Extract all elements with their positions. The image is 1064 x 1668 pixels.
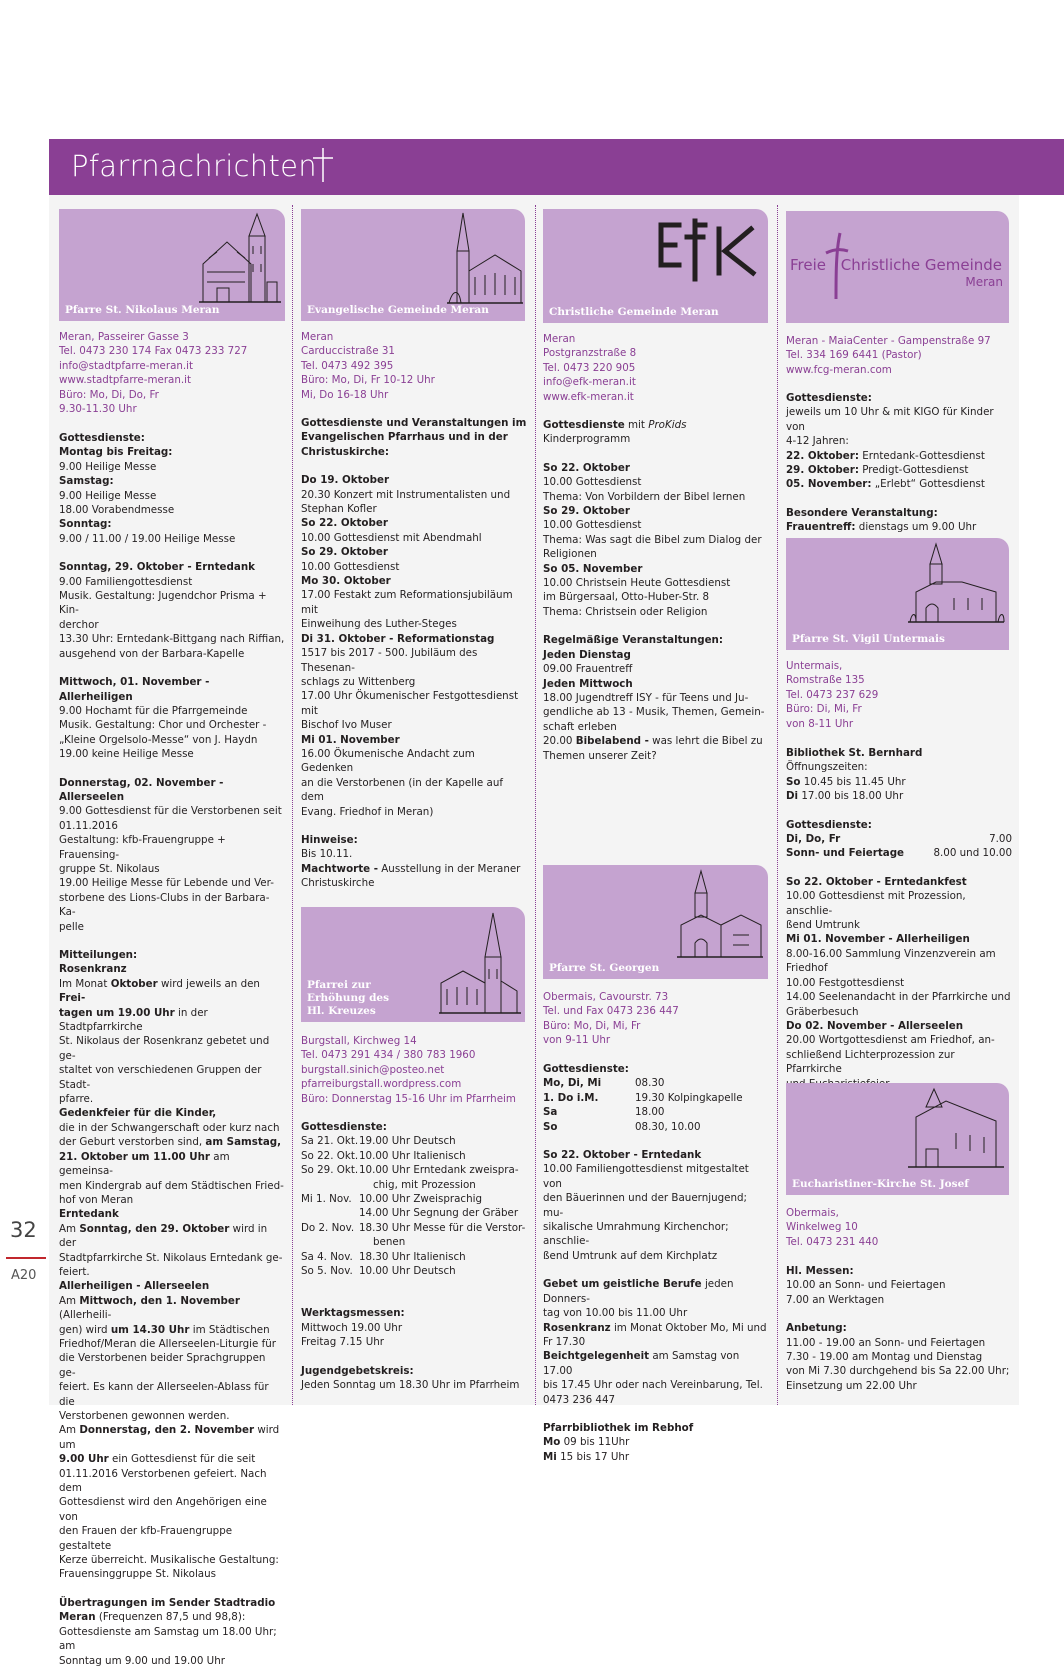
page-number-rule — [6, 1257, 46, 1259]
youth-heading: Jugendgebetskreis: — [301, 1364, 414, 1377]
event-heading: Sonntag, 29. Oktober - Erntedank — [59, 561, 256, 574]
event-heading: So 22. Oktober — [543, 461, 630, 474]
events-block: Gottesdienste und Veranstaltungen im Evangelischen Pfarrhaus und in der Christuskirche: Do 19. Oktober 20.30 Konzert mit Instrumentalisten und Stephan Kofler So 22. Oktober 10.00 Gottesdienst mit Abendmahl So 29. Oktober 10.00 Gottesdienst Mo 30. Oktober 17.00 Festakt zum Reformationsjubiläum mit Einweihung des Luther-Steges Di 31. Oktober - Reformationstag 1517 bis 2017 - 500. Jubiläum des Thesenan- schlags zu Wittenberg 17.00 Uhr Ökumenischer Festgottesdienst mit Bischof Ivo Muser Mi 01. November 16.00 Ökumenische Andacht zum Gedenken an die Verstorbenen (in der Kapelle auf dem Evang. Friedhof in Meran) Hinweise: Bis 10.11. Machtworte - Ausstellung in der Meraner Christuskirche — [301, 416, 527, 962]
adoration-heading: Anbetung: — [786, 1322, 847, 1335]
event-line: schlags zu Wittenberg — [301, 675, 416, 688]
regular-line: 18.00 Jugendtreff ISY - für Teens und Ju- — [543, 691, 749, 704]
address: Burgstall, Kirchweg 14 — [301, 1035, 417, 1047]
phone: Tel. 334 169 6441 (Pastor) — [786, 349, 922, 362]
church-illustration-icon — [675, 869, 765, 961]
services-block: Gottesdienste: jeweils um 10 Uhr & mit KIGO für Kinder von 4-12 Jahren: 22. Oktober: Erntedank-Gottesdienst 29. Oktober: Predigt-Gottesdienst 05. November: „Erlebt“ Gottesdienst Besondere Veranstaltung: Frauentreff: dienstags um 9.00 Uhr — [786, 391, 1012, 535]
address: Romstraße 135 — [786, 674, 865, 687]
column-divider — [777, 205, 778, 1405]
office-hours: Büro: Donnerstag 15-16 Uhr im Pfarrheim — [301, 1092, 516, 1105]
office-hours: 9.30-11.30 Uhr — [59, 403, 137, 416]
address: Meran — [543, 333, 576, 345]
address: Meran, Passeirer Gasse 3 — [59, 331, 189, 343]
event-heading: Di 31. Oktober - Reformationstag — [301, 632, 495, 645]
event-line: 17.00 Uhr Ökumenischer Festgottesdienst mit — [301, 690, 519, 717]
parish-box-title: Pfarre St. Vigil Untermais — [792, 633, 945, 645]
office-hours: von 8-11 Uhr — [786, 717, 854, 730]
announcement-title: Erntedank — [59, 1208, 119, 1221]
event-line: 20.00 Wortgottesdienst am Friedhof, an- — [786, 1034, 995, 1047]
event-line: 10.00 Familiengottesdienst mitgestaltet von — [543, 1163, 749, 1190]
regular-line: Themen unserer Zeit? — [543, 749, 657, 762]
section-heading: Evangelischen Pfarrhaus und in der — [301, 431, 508, 444]
announcement-line: Kerze überreicht. Musikalische Gestaltung: — [59, 1554, 279, 1567]
event-line: tag von 10.00 bis 11.00 Uhr — [543, 1307, 688, 1320]
event-line: 9.00 Hochamt für die Pfarrgemeinde — [59, 704, 248, 717]
services-heading: Gottesdienste: — [59, 432, 145, 444]
regular-line: gendliche ab 13 - Musik, Themen, Gemein- — [543, 706, 765, 719]
service-time: 18.00 Vorabendmesse — [59, 504, 175, 517]
event-line: derchor — [59, 618, 99, 631]
announcement-line: 01.11.2016 Verstorbenen gefeiert. Nach dem — [59, 1467, 267, 1495]
contact-block — [301, 1034, 527, 1106]
library-line: Öffnungszeiten: — [786, 761, 868, 774]
announcement-line: feiert. Es kann der Allerseelen-Ablass für die — [59, 1381, 269, 1408]
services-block — [786, 1264, 1012, 1393]
services-block: Gottesdienste: Mo, Di, Mi 08.30 1. Do i.M. 19.30 Kolpingkapelle Sa 18.00 So 08.30, 10.00 So 22. Oktober - Erntedank 10.00 Familiengottesdienst mitgestaltet von den Bäuerinnen und der Bauernjugend; mu- sikalische Umrahmung Kirchenchor; anschlie- ßend Umtrunk auf dem Kirchplatz Gebet um geistliche Berufe jeden Donners- tag von 10.00 bis 11.00 Uhr Rosenkranz im Monat Oktober Mo, Mi und Fr 17.30 Beichtgelegenheit am Samstag von 17.00 bis 17.45 Uhr oder nach Vereinbarung, Tel. 0473 236 447 Pfarrbibliothek im Rebhof Mo 09 bis 11Uhr Mi 15 bis 17 Uhr — [543, 1062, 769, 1464]
announcement-line: St. Nikolaus der Rosenkranz gebetet und ge- — [59, 1035, 270, 1062]
event-line: 16.00 Ökumenische Andacht zum Gedenken — [301, 747, 475, 775]
day-label: Montag bis Freitag: — [59, 446, 173, 459]
column-divider — [535, 205, 536, 1405]
contact-block — [786, 334, 1012, 377]
event-line: gruppe St. Nikolaus — [59, 862, 160, 875]
event-line: 0473 236 447 — [543, 1393, 616, 1406]
regular-day: Jeden Dienstag — [543, 648, 631, 661]
website-link[interactable]: www.efk-meran.it — [543, 390, 634, 403]
email-link[interactable]: info@stadtpfarre-meran.it — [59, 359, 194, 372]
church-illustration-icon — [197, 212, 283, 306]
event-line: pelle — [59, 920, 84, 933]
website-link[interactable]: pfarreiburgstall.wordpress.com — [301, 1078, 462, 1091]
broadcast-line: Gottesdienste am Samstag um 18.00 Uhr; am — [59, 1625, 277, 1653]
weekday-line: Mittwoch 19.00 Uhr — [301, 1321, 403, 1334]
office-hours: von 9-11 Uhr — [543, 1034, 611, 1047]
event-line: 10.00 Gottesdienst mit Prozession, anschlie- — [786, 890, 966, 917]
event-line: ausgehend von der Barbara-Kapelle — [59, 647, 245, 660]
efk-logo-icon — [653, 215, 765, 285]
regular-line: 09.00 Frauentreff — [543, 663, 633, 676]
services-heading: Gottesdienste: — [543, 1063, 629, 1075]
event-line: Friedhof — [786, 962, 828, 975]
event-line: 19.00 keine Heilige Messe — [59, 748, 194, 761]
adoration-line: Einsetzung um 22.00 Uhr — [786, 1379, 917, 1392]
contact-block — [59, 330, 285, 416]
event-heading: So 29. Oktober — [543, 505, 630, 518]
address: Postgranzstraße 8 — [543, 347, 637, 360]
address: Winkelweg 10 — [786, 1221, 858, 1234]
phone: Tel. 0473 230 174 Fax 0473 233 727 — [59, 345, 248, 358]
services-table: Mo, Di, Mi 08.30 1. Do i.M. 19.30 Kolpingkapelle Sa 18.00 So 08.30, 10.00 — [543, 1077, 743, 1133]
office-days: Büro: Mo, Di, Do, Fr — [59, 388, 159, 401]
masses-heading: Hl. Messen: — [786, 1265, 854, 1277]
email-link[interactable]: info@efk-meran.it — [543, 376, 636, 389]
event-heading: Do 02. November - Allerseelen — [786, 1019, 964, 1032]
service-time: 9.00 / 11.00 / 19.00 Heilige Messe — [59, 532, 236, 545]
announcement-title: Rosenkranz — [59, 963, 127, 976]
weekday-line: Freitag 7.15 Uhr — [301, 1336, 385, 1349]
masses-line: 10.00 an Sonn- und Feiertagen — [786, 1279, 946, 1292]
parish-box-title: Pfarre St. Georgen — [549, 962, 660, 974]
event-line: Musik. Gestaltung: Jugendchor Prisma + Kin- — [59, 590, 267, 617]
phone: Tel. 0473 231 440 — [786, 1235, 879, 1248]
notes-line: Bis 10.11. — [301, 848, 353, 861]
event-line: ßend Umtrunk — [786, 919, 861, 932]
library-heading: Pfarrbibliothek im Rebhof — [543, 1421, 694, 1434]
event-line: „Kleine Orgelsolo-Messe“ von J. Haydn — [59, 733, 258, 746]
youth-line: Jeden Sonntag um 18.30 Uhr im Pfarrheim — [301, 1379, 520, 1392]
announcement-title: Gedenkfeier für die Kinder, — [59, 1107, 217, 1120]
parish-box-fcg — [786, 211, 1009, 323]
event-line: Fr 17.30 — [543, 1335, 586, 1348]
contact-block — [786, 1206, 1012, 1249]
address: Untermais, — [786, 660, 843, 672]
church-illustration-icon — [445, 211, 523, 307]
event-line: 10.00 Christsein Heute Gottesdienst — [543, 577, 731, 590]
announcement-line: pfarre. — [59, 1093, 94, 1106]
adoration-line: 7.30 - 19.00 am Montag und Dienstag — [786, 1351, 983, 1364]
event-line: bis 17.45 Uhr oder nach Vereinbarung, Tel. — [543, 1379, 763, 1392]
library-heading: Bibliothek St. Bernhard — [786, 747, 923, 759]
phone: Tel. und Fax 0473 236 447 — [543, 1005, 679, 1018]
day-label: Sonntag: — [59, 518, 112, 531]
event-line: 10.00 Gottesdienst — [543, 476, 642, 489]
event-line: Bischof Ivo Muser — [301, 719, 392, 732]
event-line: 8.00-16.00 Sammlung Vinzenzverein am — [786, 947, 996, 960]
event-line: Thema: Christsein oder Religion — [543, 605, 708, 618]
church-illustration-icon — [906, 542, 1006, 626]
event-heading: Donnerstag, 02. November - Allerseelen — [59, 776, 224, 803]
section-heading: Gottesdienste und Veranstaltungen im — [301, 417, 527, 429]
event-heading: Mittwoch, 01. November - Allerheiligen — [59, 676, 210, 703]
parish-box-title: Pfarrei zur Erhöhung des Hl. Kreuzes — [307, 979, 390, 1017]
event-heading: So 22. Oktober - Erntedank — [543, 1149, 702, 1162]
day-label: Samstag: — [59, 475, 114, 488]
event-line: storbene des Lions-Clubs in der Barbara-Ka- — [59, 891, 270, 919]
announcement-line: den Frauen der kfb-Frauengruppe gestaltete — [59, 1525, 233, 1552]
phone: Tel. 0473 492 395 — [301, 359, 394, 372]
services-line: 4-12 Jahren: — [786, 435, 849, 448]
parish-box-title: Christliche Gemeinde Meran — [549, 306, 719, 318]
services-line: jeweils um 10 Uhr & mit KIGO für Kinder von — [786, 406, 994, 433]
page-code: A20 — [11, 1268, 37, 1283]
event-line: Thema: Von Vorbildern der Bibel lernen — [543, 490, 746, 503]
services-block: Gottesdienste: Montag bis Freitag: 9.00 Heilige Messe Samstag: 9.00 Heilige Messe 18.00 Vorabendmesse Sonntag: 9.00 / 11.00 / 19.00 Heilige Messe Sonntag, 29. Oktober - Erntedank 9.00 Familiengottesdienst Musik. Gestaltung: Jugendchor Prisma + Kin- derchor 13.30 Uhr: Erntedank-Bittgang nach Riffian, ausgehend von der Barbara-Kapelle Mittwoch, 01. November - Allerheiligen 9.00 Hochamt für die Pfarrgemeinde Musik. Gestaltung: Chor und Orchester - „Kleine Orgelsolo-Messe“ von J. Haydn 19.00 keine Heilige Messe Donnerstag, 02. November - Allerseelen 9.00 Gottesdienst für die Verstorbenen seit 01.11.2016 Gestaltung: kfb-Frauengruppe + Frauensing- gruppe St. Nikolaus 19.00 Heilige Messe für Lebende und Ver- storbene des Lions-Clubs in der Barbara-Ka- pelle Mitteilungen: Rosenkranz Im Monat Oktober wird jeweils an den Frei- tagen um 19.00 Uhr in der Stadtpfarrkirche St. Nikolaus der Rosenkranz gebetet und ge- staltet von verschiedenen Gruppen der Stadt- pfarre. Gedenkfeier für die Kinder, die in der Schwangerschaft oder kurz nach der Geburt verstorben sind, am Samstag, 21. Oktober um 11.00 Uhr am gemeinsa- men Kindergrab auf dem Städtischen Fried- hof von Meran Erntedank Am Sonntag, den 29. Oktober wird in der Stadtpfarrkirche St. Nikolaus Erntedank ge- feiert. Allerheiligen - Allerseelen Am Mittwoch, den 1. November (Allerheili- gen) wird um 14.30 Uhr im Städtischen Friedhof/Meran die Allerseelen-Liturgie für die Verstorbenen beider Sprachgruppen ge- feiert. Es kann der Allerseelen-Ablass für die Verstorbenen gewonnen werden. Am Donnerstag, den 2. November wird um 9.00 Uhr ein Gottesdienst für die seit 01.11.2016 Verstorbenen gefeiert. Nach dem Gottesdienst wird den Angehörigen eine von den Frauen der kfb-Frauengruppe gestaltete Kerze überreicht. Musikalische Gestaltung: Frauensinggruppe St. Nikolaus Übertragungen im Sender Stadtradio Meran (Frequenzen 87,5 und 98,8): Gottesdienste am Samstag um 18.00 Uhr; am Sonntag um 9.00 und 19.00 Uhr — [59, 432, 285, 1667]
column-divider — [292, 205, 293, 1405]
broadcast-line: Sonntag um 9.00 und 19.00 Uhr — [59, 1654, 225, 1667]
services-heading: Gottesdienste: — [786, 818, 872, 831]
contact-block — [301, 330, 527, 402]
event-line: im Bürgersaal, Otto-Huber-Str. 8 — [543, 591, 710, 604]
notes-heading: Hinweise: — [301, 833, 358, 846]
address: Meran — [301, 331, 334, 343]
service-time: 9.00 Heilige Messe — [59, 460, 157, 473]
office-hours: Mi, Do 16-18 Uhr — [301, 388, 389, 401]
parish-box-st-josef — [786, 1083, 1009, 1195]
address: Obermais, Cavourstr. 73 — [543, 991, 669, 1003]
event-line: Thema: Was sagt die Bibel zum Dialog der — [543, 533, 762, 546]
event-line: Religionen — [543, 548, 597, 561]
parish-box-burgstall — [301, 907, 525, 1022]
event-line: 10.00 Gottesdienst — [301, 560, 400, 573]
church-illustration-icon — [437, 911, 523, 1017]
header-band — [49, 139, 1064, 195]
event-line: 9.00 Familiengottesdienst — [59, 575, 193, 588]
services-table: Sa 21. Okt. 19.00 Uhr Deutsch So 22. Okt. 10.00 Uhr Italienisch So 29. Okt. 10.00 Uhr Erntedank zweispra- chig, mit Prozession Mi 1. Nov. 10.00 Uhr Zweisprachig 14.00 Uhr Segnung der Gräber Do 2. Nov. 18.30 Uhr Messe für die Verstor- benen Sa 4. Nov. 18.30 Uhr Italienisch So 5. Nov. 10.00 Uhr Deutsch — [301, 1135, 526, 1278]
fcg-logo-city: Meran — [965, 275, 1003, 289]
event-heading: So 22. Oktober — [301, 517, 388, 530]
adoration-line: von Mi 7.30 durchgehend bis Sa 22.00 Uhr; — [786, 1365, 1010, 1378]
event-line: 19.00 Heilige Messe für Lebende und Ver- — [59, 877, 274, 890]
parish-box-evangelische — [301, 209, 525, 321]
library-block: Bibliothek St. Bernhard Öffnungszeiten: So 10.45 bis 11.45 Uhr Di 17.00 bis 18.00 Uhr Gottesdienste: Di, Do, Fr 7.00 Sonn- und Feiertage 8.00 und 10.00 So 22. Oktober - Erntedankfest 10.00 Gottesdienst mit Prozession, anschlie- ßend Umtrunk Mi 01. November - Allerheiligen 8.00-16.00 Sammlung Vinzenzverein am Friedhof 10.00 Festgottesdienst 14.00 Seelenandacht in der Pfarrkirche und Gräberbesuch Do 02. November - Allerseelen 20.00 Wortgottesdienst am Friedhof, an- schließend Lichterprozession zur Pfarrkirche — [786, 746, 1012, 1091]
announcement-line: hof von Meran — [59, 1193, 134, 1206]
office-days: Büro: Di, Mi, Fr — [786, 703, 862, 716]
contact-block — [786, 659, 1012, 731]
regular-line: schaft erleben — [543, 720, 617, 733]
event-line: 14.00 Seelenandacht in der Pfarrkirche und — [786, 991, 1011, 1004]
church-illustration-icon — [906, 1087, 1006, 1173]
services-heading: Gottesdienste: — [786, 392, 872, 404]
announcement-line: Verstorbenen gewonnen werden. — [59, 1410, 230, 1422]
event-line: Gestaltung: kfb-Frauengruppe + Frauensing- — [59, 834, 226, 861]
website-link[interactable]: www.stadtpfarre-meran.it — [59, 374, 192, 387]
event-line: Evang. Friedhof in Meran) — [301, 805, 434, 818]
event-heading: So 29. Oktober — [301, 546, 388, 559]
event-line: schließend Lichterprozession zur Pfarrkirche — [786, 1048, 955, 1076]
event-line: ßend Umtrunk auf dem Kirchplatz — [543, 1249, 718, 1262]
broadcast-heading: Übertragungen im Sender Stadtradio — [59, 1596, 276, 1609]
event-line: 10.00 Gottesdienst mit Abendmahl — [301, 531, 482, 544]
office-hours: Büro: Mo, Di, Fr 10-12 Uhr — [301, 374, 435, 387]
event-line: 10.00 Gottesdienst — [543, 519, 642, 532]
event-heading: So 05. November — [543, 562, 643, 575]
announcement-line: die Verstorbenen beider Sprachgruppen ge- — [59, 1352, 266, 1379]
event-line: 13.30 Uhr: Erntedank-Bittgang nach Riffian, — [59, 633, 285, 646]
website-link[interactable]: www.fcg-meran.com — [786, 363, 892, 376]
phone: Tel. 0473 291 434 / 380 783 1960 — [301, 1049, 476, 1062]
event-line: Musik. Gestaltung: Chor und Orchester - — [59, 719, 267, 732]
event-heading: So 22. Oktober - Erntedankfest — [786, 875, 967, 888]
parish-box-st-vigil — [786, 538, 1009, 650]
email-link[interactable]: burgstall.sinich@posteo.net — [301, 1063, 445, 1076]
cross-icon — [311, 147, 335, 183]
event-line: Gräberbesuch — [786, 1005, 859, 1018]
event-heading: Do 19. Oktober — [301, 474, 390, 487]
event-line: Stephan Kofler — [301, 503, 377, 516]
announcement-line: die in der Schwangerschaft oder kurz nach — [59, 1121, 280, 1134]
page-title: Pfarrnachrichten — [71, 149, 317, 183]
address: Meran - MaiaCenter - Gampenstraße 97 — [786, 335, 991, 347]
address: Obermais, — [786, 1207, 839, 1219]
event-line: 9.00 Gottesdienst für die Verstorbenen seit — [59, 805, 282, 818]
event-line: sikalische Umrahmung Kirchenchor; anschlie- — [543, 1221, 729, 1248]
weekday-heading: Werktagsmessen: — [301, 1307, 405, 1320]
event-line: Einweihung des Luther-Steges — [301, 618, 457, 631]
event-heading: Mo 30. Oktober — [301, 575, 391, 588]
event-line: 01.11.2016 — [59, 819, 118, 832]
special-heading: Besondere Veranstaltung: — [786, 506, 938, 519]
announcement-line: men Kindergrab auf dem Städtischen Fried- — [59, 1179, 284, 1192]
office-days: Büro: Mo, Di, Mi, Fr — [543, 1019, 641, 1032]
event-line: 20.30 Konzert mit Instrumentalisten und — [301, 488, 511, 501]
parish-box-st-georgen — [543, 865, 768, 979]
address: Carduccistraße 31 — [301, 345, 395, 358]
announcement-title: Allerheiligen - Allerseelen — [59, 1280, 210, 1293]
services-heading: Gottesdienste: — [301, 1121, 387, 1133]
announcement-line: Friedhof/Meran die Allerseelen-Liturgie für — [59, 1337, 277, 1350]
parish-box-title: Pfarre St. Nikolaus Meran — [65, 304, 220, 316]
announcement-line: feiert. — [59, 1265, 90, 1278]
event-line: an die Verstorbenen (in der Kapelle auf dem — [301, 776, 503, 804]
event-line: 17.00 Festakt zum Reformationsjubiläum mit — [301, 589, 513, 616]
services-block — [301, 1120, 527, 1393]
contact-block — [543, 990, 769, 1048]
parish-box-st-nikolaus — [59, 209, 285, 321]
notes-line: Christuskirche — [301, 877, 375, 890]
announcement-line: staltet von verschiedenen Gruppen der Stadt- — [59, 1064, 262, 1091]
adoration-line: 11.00 - 19.00 an Sonn- und Feiertagen — [786, 1336, 986, 1349]
regular-day: Jeden Mittwoch — [543, 677, 633, 690]
announcement-line: Stadtpfarrkirche St. Nikolaus Erntedank ge- — [59, 1251, 283, 1264]
section-heading: Christuskirche: — [301, 445, 389, 458]
phone: Tel. 0473 237 629 — [786, 688, 879, 701]
masses-line: 7.00 an Werktagen — [786, 1293, 885, 1306]
event-heading: Mi 01. November - Allerheiligen — [786, 933, 970, 946]
parish-box-title: Evangelische Gemeinde Meran — [307, 304, 489, 316]
phone: Tel. 0473 220 905 — [543, 361, 636, 374]
event-line: den Bäuerinnen und der Bauernjugend; mu- — [543, 1192, 748, 1219]
parish-box-title: Eucharistiner-Kirche St. Josef — [792, 1178, 969, 1190]
page-number: 32 — [10, 1218, 37, 1242]
announcement-line: Frauensinggruppe St. Nikolaus — [59, 1568, 217, 1581]
contact-block — [543, 332, 769, 404]
fcg-logo: Freie Christliche Gemeinde — [790, 256, 1003, 274]
service-time: 9.00 Heilige Messe — [59, 489, 157, 502]
announcements-heading: Mitteilungen: — [59, 949, 138, 961]
event-line: 1517 bis 2017 - 500. Jubiläum des Thesenan- — [301, 647, 478, 674]
parish-box-efk — [543, 209, 768, 323]
event-line: 10.00 Festgottesdienst — [786, 976, 905, 989]
event-heading: Mi 01. November — [301, 733, 400, 746]
announcement-line: Gottesdienst wird den Angehörigen eine von — [59, 1496, 267, 1523]
regular-heading: Regelmäßige Veranstaltungen: — [543, 634, 724, 647]
services-block: Gottesdienste mit ProKids Kinderprogramm So 22. Oktober 10.00 Gottesdienst Thema: Von Vorbildern der Bibel lernen So 29. Oktober 10.00 Gottesdienst Thema: Was sagt die Bibel zum Dialog der Religionen So 05. November 10.00 Christsein Heute Gottesdienst im Bürgersaal, Otto-Huber-Str. 8 Thema: Christsein oder Religion Regelmäßige Veranstaltungen: Jeden Dienstag 09.00 Frauentreff Jeden Mittwoch 18.00 Jugendtreff ISY - für Teens und Ju- gendliche ab 13 - Musik, Themen, Gemein- schaft erleben 20.00 Bibelabend - was lehrt die Bibel zu Themen unserer Zeit? — [543, 418, 769, 763]
